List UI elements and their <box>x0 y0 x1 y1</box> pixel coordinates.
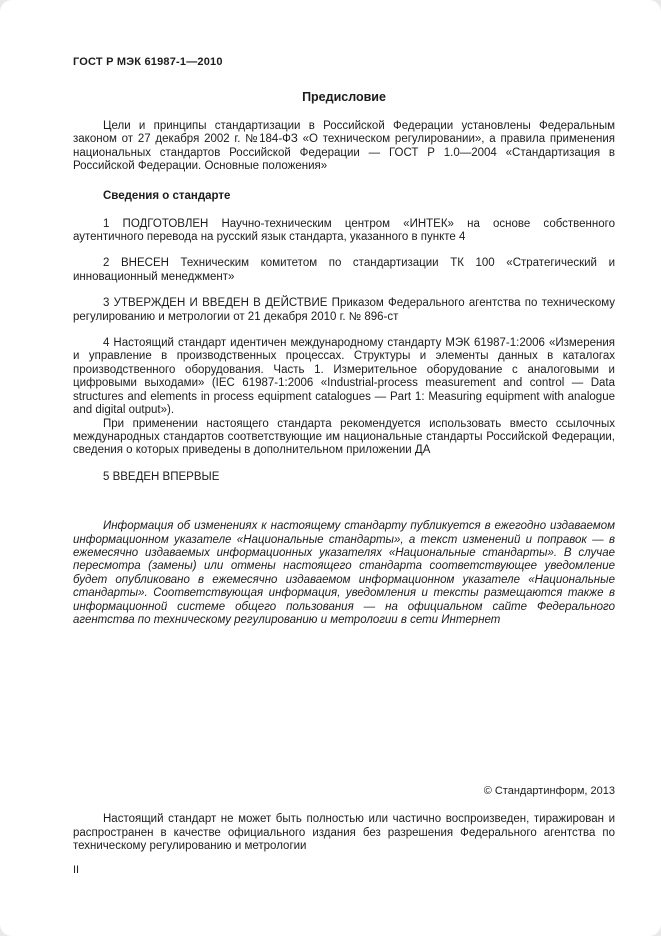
restriction-note: Настоящий стандарт не может быть полностью или частично воспроизведен, тиражирован и распространен в качестве официального издания без разрешения Федерального агентства по техническому регулированию и метрологии <box>73 813 615 853</box>
info-heading: Сведения о стандарте <box>103 189 231 202</box>
standard-item-5: 5 ВВЕДЕН ВПЕРВЫЕ <box>103 470 220 483</box>
page-title: Предисловие <box>302 90 386 104</box>
standard-item-2: 2 ВНЕСЕН Техническим комитетом по стандартизации ТК 100 «Стратегический и инновационный менеджмент» <box>73 257 615 283</box>
doc-code: ГОСТ Р МЭК 61987-1—2010 <box>73 56 223 68</box>
amendments-note: Информация об изменениях к настоящему стандарту публикуется в ежегодно издаваемом информационном указателе «Национальные стандарты», а текст изменений и поправок — в ежемесячно издаваемых информационных указателях «Национальные стандарты». В случае пересмотра (замены) или отмены настоящего стандарта соответствующее уведомление будет опубликовано в ежемесячно издаваемом информационном указателе «Национальные стандарты». Соответствующая информация, уведомления и тексты размещаются также в информационной системе общего пользования — на официальном сайте Федерального агентства по техническому регулированию и метрологии в сети Интернет <box>73 520 615 626</box>
standard-item-1: 1 ПОДГОТОВЛЕН Научно-техническим центром «ИНТЕК» на основе собственного аутентичного перевода на русский язык стандарта, указанного в пункте 4 <box>73 217 615 244</box>
intro-paragraph: Цели и принципы стандартизации в Российской Федерации установлены Федеральным законом от 27 декабря 2002 г. №184-ФЗ «О техническом регулировании», а правила применения национальных стандартов Российской Федерации — ГОСТ Р 1.0—2004 «Стандартизация в Российской Федерации. Основные положения» <box>73 120 615 173</box>
standard-item-4: 4 Настоящий стандарт идентичен международному стандарту МЭК 61987-1:2006 «Измерения и управление в производственных процессах. Структуры и элементы данных в каталогах производственного оборудования. Часть 1. Измерительное оборудование с аналоговыми и цифровыми выходами» (IEC 61987-1:2006 «Industrial-process measurement and control — Data structures and elements in process equipment catalogues — Part 1: Measuring equipment with analogue and digital output»). <box>73 337 615 417</box>
page-number: II <box>73 864 80 876</box>
standard-item-3: 3 УТВЕРЖДЕН И ВВЕДЕН В ДЕЙСТВИЕ Приказом Федерального агентства по техническому регулированию и метрологии от 21 декабря 2010 г. № 896-ст <box>73 297 615 323</box>
standard-item-4-note: При применении настоящего стандарта рекомендуется использовать вместо ссылочных международных стандартов соответствующие им национальные стандарты Российской Федерации, сведения о которых приведены в дополнительном приложении ДА <box>73 417 615 457</box>
copyright-line: © Стандартинформ, 2013 <box>483 785 615 798</box>
